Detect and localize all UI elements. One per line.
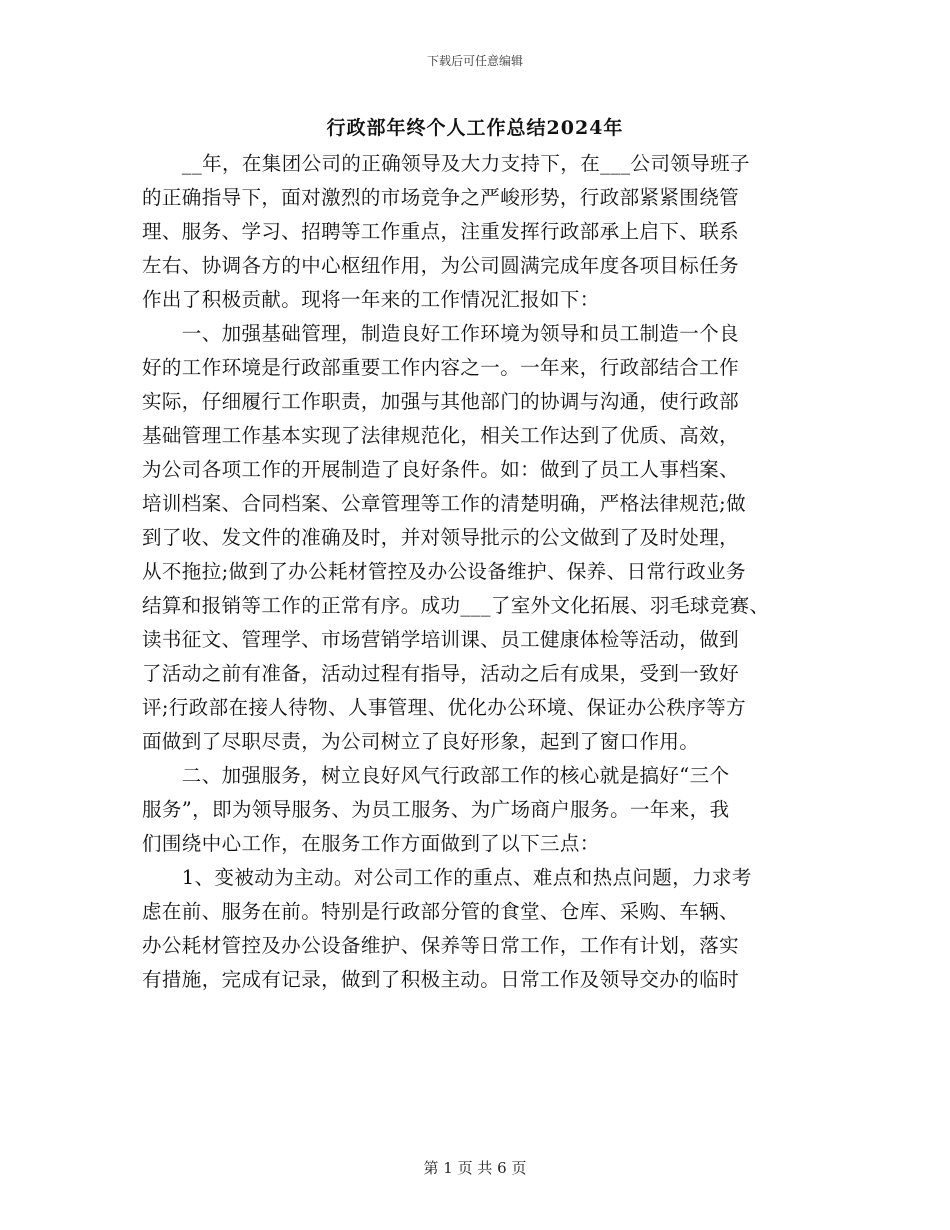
body-line: 了活动之前有准备，活动过程有指导，活动之后有成果，受到一致好 [142, 662, 740, 685]
body-line: 一、加强基础管理，制造良好工作环境为领导和员工制造一个良 [142, 322, 740, 345]
document-body [142, 147, 810, 997]
body-line: 服务”，即为领导服务、为员工服务、为广场商户服务。一年来，我 [142, 798, 730, 821]
body-line: 作出了积极贡献。现将一年来的工作情况汇报如下： [142, 288, 600, 311]
document-title: 行政部年终个人工作总结2024年 [326, 117, 624, 139]
body-line: 的正确指导下，面对激烈的市场竞争之严峻形势，行政部紧紧围绕管 [142, 186, 740, 209]
body-line: 读书征文、管理学、市场营销学培训课、员工健康体检等活动，做到 [142, 628, 740, 651]
body-line: 办公耗材管控及办公设备维护、保养等日常工作，工作有计划，落实 [142, 934, 740, 957]
body-line: 理、服务、学习、招聘等工作重点，注重发挥行政部承上启下、联系 [142, 220, 740, 243]
body-line: 从不拖拉;做到了办公耗材管控及办公设备维护、保养、日常行政业务 [142, 560, 746, 583]
body-line: 结算和报销等工作的正常有序。成功___了室外文化拓展、羽毛球竞赛、 [142, 594, 770, 617]
body-line: 实际，仔细履行工作职责，加强与其他部门的协调与沟通，使行政部 [142, 390, 740, 413]
body-line: 培训档案、合同档案、公章管理等工作的清楚明确，严格法律规范;做 [142, 492, 746, 515]
body-line: 虑在前、服务在前。特别是行政部分管的食堂、仓库、采购、车辆、 [142, 900, 740, 923]
body-line: 左右、协调各方的中心枢纽作用，为公司圆满完成年度各项目标任务 [142, 254, 740, 277]
body-line: 基础管理工作基本实现了法律规范化，相关工作达到了优质、高效， [142, 424, 740, 447]
body-line: 好的工作环境是行政部重要工作内容之一。一年来，行政部结合工作 [142, 356, 740, 379]
body-line: 到了收、发文件的准确及时，并对领导批示的公文做到了及时处理， [142, 526, 740, 549]
body-line: 1、变被动为主动。对公司工作的重点、难点和热点问题，力求考 [142, 866, 752, 889]
body-line: 有措施，完成有记录，做到了积极主动。日常工作及领导交办的临时 [142, 968, 740, 991]
page-number: 第 1 页 共 6 页 [423, 1159, 527, 1177]
body-line: 为公司各项工作的开展制造了良好条件。如：做到了员工人事档案、 [142, 458, 740, 481]
body-line: 面做到了尽职尽责，为公司树立了良好形象，起到了窗口作用。 [142, 730, 700, 753]
body-line: 二、加强服务，树立良好风气行政部工作的核心就是搞好“三个 [142, 764, 730, 787]
body-line: __年，在集团公司的正确领导及大力支持下，在___公司领导班子 [142, 152, 750, 175]
body-line: 们围绕中心工作，在服务工作方面做到了以下三点： [142, 832, 600, 855]
body-line: 评;行政部在接人待物、人事管理、优化办公环境、保证办公秩序等方 [142, 696, 746, 719]
page-header-note: 下载后可任意编辑 [426, 54, 523, 68]
